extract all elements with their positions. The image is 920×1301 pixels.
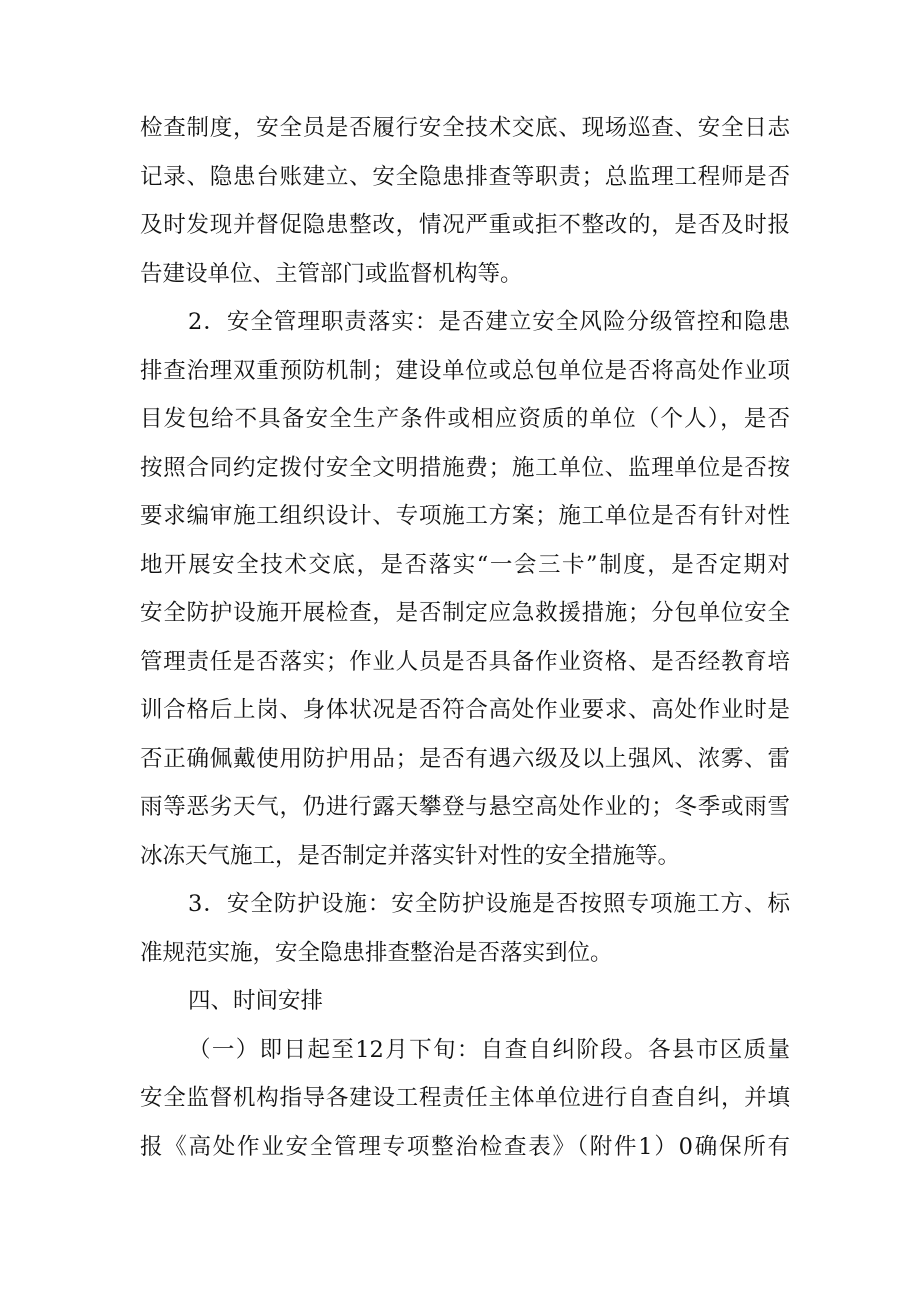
text-line: 训合格后上岗、身体状况是否符合高处作业要求、高处作业时是 bbox=[140, 697, 790, 723]
text-line: 报《高处作业安全管理专项整治检查表》（附件1）0确保所有 bbox=[140, 1133, 790, 1160]
text-line: 3．安全防护设施：安全防护设施是否按照专项施工方、标 bbox=[188, 891, 790, 917]
text-line: 雨等恶劣天气，仍进行露天攀登与悬空高处作业的；冬季或雨雪 bbox=[140, 794, 790, 820]
text-line: 安全监督机构指导各建设工程责任主体单位进行自查自纠，并填 bbox=[140, 1085, 790, 1111]
text-line: 地开展安全技术交底，是否落实“一会三卡”制度，是否定期对 bbox=[140, 551, 790, 578]
text-line: 安全防护设施开展检查，是否制定应急救援措施；分包单位安全 bbox=[140, 600, 790, 626]
text-line: 要求编审施工组织设计、专项施工方案；施工单位是否有针对性 bbox=[140, 503, 790, 529]
text-line: 按照合同约定拨付安全文明措施费；施工单位、监理单位是否按 bbox=[140, 454, 790, 481]
text-line: 准规范实施，安全隐患排查整治是否落实到位。 bbox=[140, 939, 613, 966]
text-line: 冰冻天气施工，是否制定并落实针对性的安全措施等。 bbox=[140, 842, 681, 869]
text-line: 目发包给不具备安全生产条件或相应资质的单位（个人），是否 bbox=[140, 406, 790, 432]
text-line: 2．安全管理职责落实：是否建立安全风险分级管控和隐患 bbox=[188, 309, 790, 335]
text-line: 及时发现并督促隐患整改，情况严重或拒不整改的，是否及时报 bbox=[140, 212, 790, 238]
text-line: 管理责任是否落实；作业人员是否具备作业资格、是否经教育培 bbox=[140, 648, 790, 675]
section-heading: 四、时间安排 bbox=[188, 988, 324, 1014]
text-line: （一）即日起至12月下旬：自查自纠阶段。各县市区质量 bbox=[188, 1036, 790, 1063]
text-line: 否正确佩戴使用防护用品；是否有遇六级及以上强风、浓雾、雷 bbox=[140, 745, 790, 772]
body-text bbox=[140, 104, 790, 1171]
text-line: 排查治理双重预防机制；建设单位或总包单位是否将高处作业项 bbox=[140, 357, 790, 384]
text-line: 记录、隐患台账建立、安全隐患排查等职责；总监理工程师是否 bbox=[140, 163, 790, 190]
text-line: 告建设单位、主管部门或监督机构等。 bbox=[140, 260, 523, 287]
text-line: 检查制度，安全员是否履行安全技术交底、现场巡查、安全日志 bbox=[140, 115, 790, 141]
